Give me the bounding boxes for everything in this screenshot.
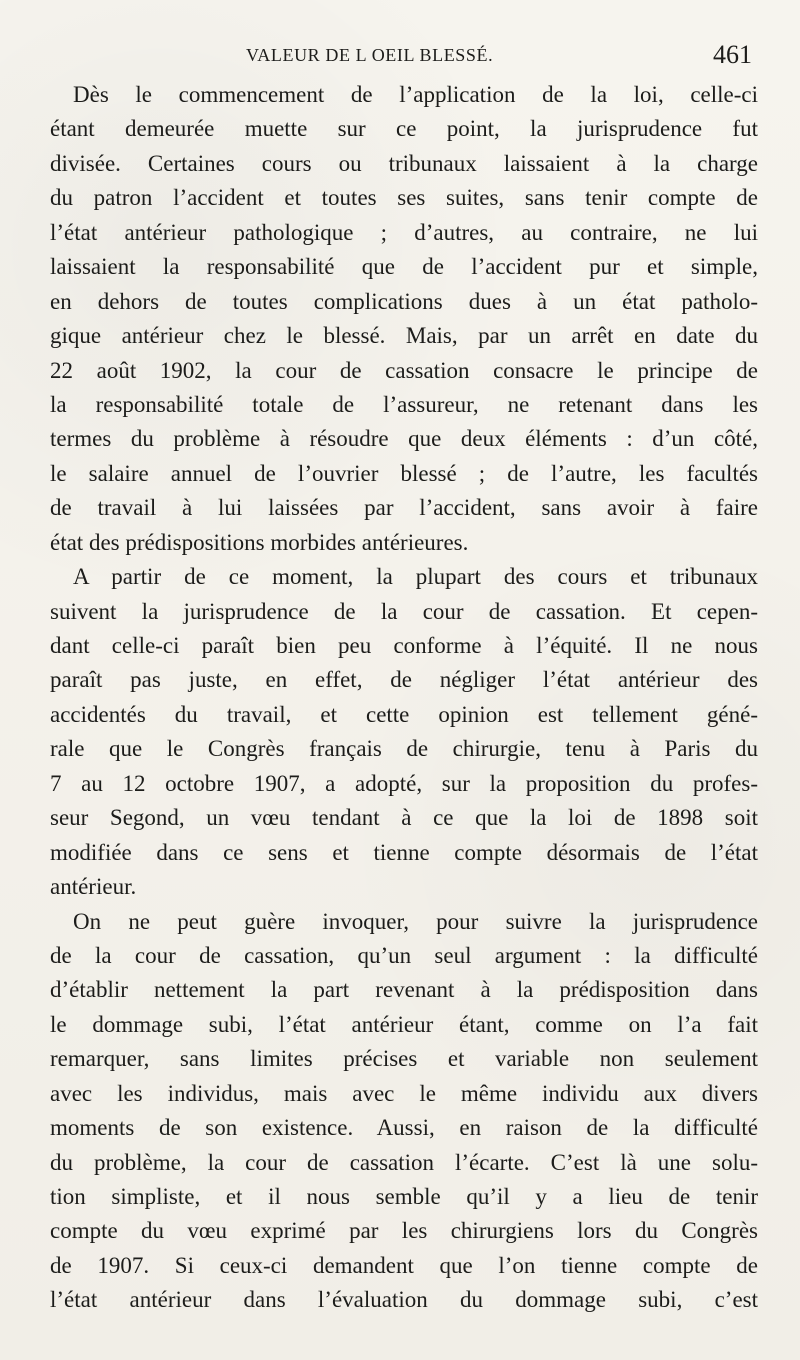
paragraph-2-line-10: antérieur. xyxy=(50,874,137,900)
paragraph-2-line-8: seur Segond, un vœu tendant à ce que la loi de 1898 soit xyxy=(50,805,758,831)
running-header xyxy=(0,38,800,74)
paragraph-3-line-11: de 1907. Si ceux-ci demandent que l’on tienne compte de xyxy=(50,1252,758,1278)
paragraph-1-line-8: gique antérieur chez le blessé. Mais, par un arrêt en date du xyxy=(50,323,758,349)
paragraph-3-line-3: d’établir nettement la part revenant à la prédisposition dans xyxy=(50,977,758,1003)
running-title: VALEUR DE L OEIL BLESSÉ. xyxy=(246,45,494,65)
paragraph-1-line-3: divisée. Certaines cours ou tribunaux laissaient à la charge xyxy=(50,150,758,176)
paragraph-3-line-10: compte du vœu exprimé par les chirurgiens lors du Congrès xyxy=(50,1218,758,1244)
paragraph-3-line-9: tion simpliste, et il nous semble qu’il y a lieu de tenir xyxy=(50,1184,758,1209)
paragraph-1-line-12: le salaire annuel de l’ouvrier blessé ; de l’autre, les facultés xyxy=(50,460,758,486)
paragraph-1-line-14: état des prédispositions morbides antérieures. xyxy=(50,529,469,555)
paragraph-1-line-13: de travail à lui laissées par l’accident, sans avoir à faire xyxy=(50,495,758,521)
paragraph-2-line-7: 7 au 12 octobre 1907, a adopté, sur la proposition du profes- xyxy=(50,770,758,796)
paragraph-1-line-4: du patron l’accident et toutes ses suites, sans tenir compte de xyxy=(50,185,758,211)
paragraph-2-line-1: A partir de ce moment, la plupart des cours et tribunaux xyxy=(73,564,758,590)
paragraph-1-line-9: 22 août 1902, la cour de cassation consacre le principe de xyxy=(50,357,758,383)
paragraph-1-line-1: Dès le commencement de l’application de la loi, celle-ci xyxy=(73,82,758,107)
paragraph-3-line-7: moments de son existence. Aussi, en raison de la difficulté xyxy=(50,1115,758,1141)
paragraph-3-line-5: remarquer, sans limites précises et variable non seulement xyxy=(50,1046,758,1072)
paragraph-3-line-2: de la cour de cassation, qu’un seul argument : la difficulté xyxy=(50,942,758,968)
paragraph-2-line-5: accidentés du travail, et cette opinion est tellement géné- xyxy=(50,701,758,727)
paragraph-1-line-2: étant demeurée muette sur ce point, la jurisprudence fut xyxy=(50,116,758,142)
paragraph-2-line-3: dant celle-ci paraît bien peu conforme à l’équité. Il ne nous xyxy=(50,633,758,658)
paragraph-1-line-11: termes du problème à résoudre que deux éléments : d’un côté, xyxy=(50,426,758,452)
paragraph-1-line-6: laissaient la responsabilité que de l’accident pur et simple, xyxy=(50,254,758,280)
paragraph-1-line-7: en dehors de toutes complications dues à un état patholo- xyxy=(50,288,758,314)
paragraph-3-line-6: avec les individus, mais avec le même individu aux divers xyxy=(50,1080,758,1106)
page-number: 461 xyxy=(713,40,752,69)
paragraph-2-line-9: modifiée dans ce sens et tienne compte désormais de l’état xyxy=(50,839,758,865)
paragraph-2-line-4: paraît pas juste, en effet, de négliger l’état antérieur des xyxy=(50,667,758,693)
paragraph-1-line-10: la responsabilité totale de l’assureur, ne retenant dans les xyxy=(50,391,758,417)
paragraph-3-line-8: du problème, la cour de cassation l’écarte. C’est là une solu- xyxy=(50,1149,758,1175)
paragraph-1-line-5: l’état antérieur pathologique ; d’autres, au contraire, ne lui xyxy=(50,219,758,245)
paragraph-2-line-6: rale que le Congrès français de chirurgie, tenu à Paris du xyxy=(50,736,758,762)
paragraph-3-line-1: On ne peut guère invoquer, pour suivre la jurisprudence xyxy=(73,908,758,934)
paragraph-3-line-4: le dommage subi, l’état antérieur étant, comme on l’a fait xyxy=(50,1011,758,1037)
paragraph-2-line-2: suivent la jurisprudence de la cour de cassation. Et cepen- xyxy=(50,598,758,624)
paragraph-3-line-12: l’état antérieur dans l’évaluation du dommage subi, c’est xyxy=(50,1287,758,1313)
body-text xyxy=(50,78,758,1318)
